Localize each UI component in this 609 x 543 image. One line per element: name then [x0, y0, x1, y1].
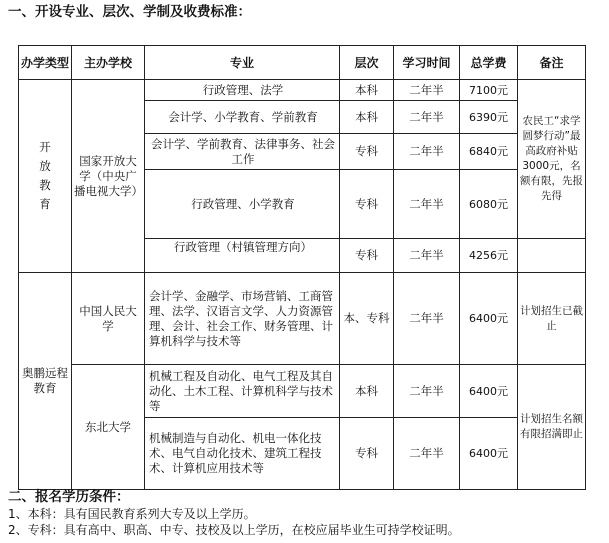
duration-cell: 二年半	[394, 365, 460, 418]
level-cell: 专科	[340, 239, 394, 273]
table-row	[19, 273, 586, 365]
header-school-type: 办学类型	[19, 46, 72, 80]
fee-cell: 7100元	[460, 80, 518, 101]
fee-cell: 6400元	[460, 273, 518, 365]
host-school-ouc: 国家开放大学（中央广播电视大学）	[72, 80, 145, 273]
header-total-fee: 总学费	[460, 46, 518, 80]
remark-dongbei: 计划招生名额有限招满即止	[518, 365, 586, 490]
header-duration: 学习时间	[394, 46, 460, 80]
fee-cell: 6400元	[460, 418, 518, 490]
header-major: 专业	[145, 46, 340, 80]
level-cell: 本科	[340, 80, 394, 101]
duration-cell: 二年半	[394, 134, 460, 170]
host-school-renmin: 中国人民大学	[72, 273, 145, 365]
level-cell: 专科	[340, 418, 394, 490]
section-2-title: 二、报名学历条件：	[8, 489, 130, 505]
duration-cell: 二年半	[394, 273, 460, 365]
level-cell: 专科	[340, 170, 394, 239]
remark-empty	[518, 239, 586, 273]
duration-cell: 二年半	[394, 239, 460, 273]
major-cell: 行政管理、小学教育	[145, 170, 340, 239]
header-level: 层次	[340, 46, 394, 80]
major-cell: 行政管理、法学	[145, 80, 340, 101]
level-cell: 本、专科	[340, 273, 394, 365]
requirement-bachelor: 1、本科：具有国民教育系列大专及以上学历。	[8, 507, 256, 521]
fee-cell: 6390元	[460, 101, 518, 134]
duration-cell: 二年半	[394, 80, 460, 101]
table-header-row	[19, 46, 586, 80]
fee-table	[18, 45, 586, 490]
major-cell: 会计学、学前教育、法律事务、社会工作	[145, 134, 340, 170]
remark-open-edu: 农民工“求学圆梦行动”最高政府补贴3000元，名额有限，先报先得	[518, 80, 586, 239]
major-cell: 行政管理（村镇管理方向）	[145, 239, 340, 273]
table-row	[19, 365, 586, 418]
duration-cell: 二年半	[394, 101, 460, 134]
major-cell: 会计学、小学教育、学前教育	[145, 101, 340, 134]
level-cell: 本科	[340, 101, 394, 134]
duration-cell: 二年半	[394, 170, 460, 239]
header-host-school: 主办学校	[72, 46, 145, 80]
fee-cell: 6080元	[460, 170, 518, 239]
fee-cell: 4256元	[460, 239, 518, 273]
major-cell: 机械工程及自动化、电气工程及其自动化、土木工程、计算机科学与技术等	[145, 365, 340, 418]
level-cell: 专科	[340, 134, 394, 170]
major-cell: 会计学、金融学、市场营销、工商管理、法学、汉语言文学、人力资源管理、会计、社会工作、财务管理、计算机科学与技术等	[145, 273, 340, 365]
level-cell: 本科	[340, 365, 394, 418]
table-row	[19, 80, 586, 101]
requirement-associate: 2、专科：具有高中、职高、中专、技校及以上学历，在校应届毕业生可持学校证明。	[8, 523, 460, 537]
fee-cell: 6400元	[460, 365, 518, 418]
remark-renmin: 计划招生已截止	[518, 273, 586, 365]
duration-cell: 二年半	[394, 418, 460, 490]
header-remarks: 备注	[518, 46, 586, 80]
school-type-aopeng: 奥鹏远程教育	[19, 273, 72, 490]
fee-cell: 6840元	[460, 134, 518, 170]
major-cell: 机械制造与自动化、机电一体化技术、电气自动化技术、建筑工程技术、计算机应用技术等	[145, 418, 340, 490]
host-school-dongbei: 东北大学	[72, 365, 145, 490]
section-1-title: 一、开设专业、层次、学制及收费标准：	[8, 4, 251, 20]
school-type-open-edu: 开放教育	[19, 80, 72, 273]
